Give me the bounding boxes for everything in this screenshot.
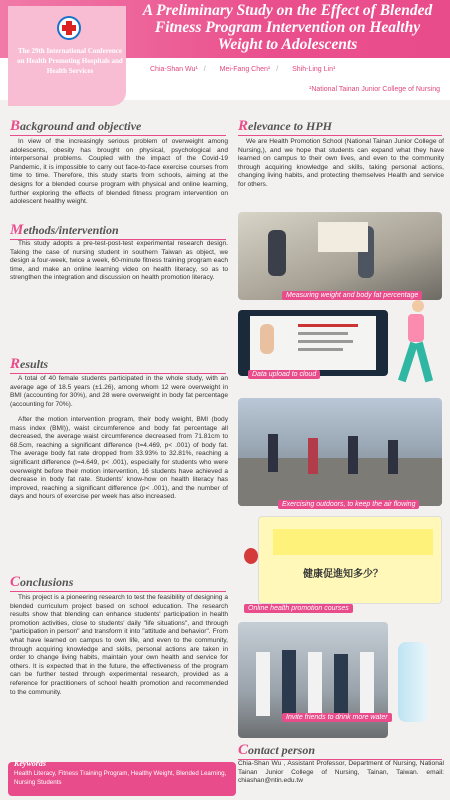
hph-logo-icon: [57, 16, 81, 40]
author-1: Chia-Shan Wu¹: [150, 66, 198, 73]
results-text-1: A total of 40 female students participated in the whole study, with an average age of 18.5 years (±1.26), among whom 12 were overweight in BMI (accounting for 30%), and 28 were overweight in body fat percentage (accounting for 70%).: [10, 375, 228, 408]
exercise-figure-icon: [398, 296, 442, 396]
author-list: Chia-Shan Wu¹ / Mei-Fang Chen¹ / Shih-Ling Lin¹: [150, 66, 336, 73]
apple-icon: [244, 548, 258, 564]
caption-outdoor: Exercising outdoors, to keep the air flowing: [278, 500, 419, 509]
photo-measuring: [238, 212, 442, 300]
affiliation: ¹National Tainan Junior College of Nursing: [308, 86, 440, 93]
caption-water: Invite friends to drink more water: [282, 713, 392, 722]
methods-heading: Methods/intervention: [10, 222, 226, 240]
keywords-text: Health Literacy, Fitness Training Program, Healthy Weight, Blended Learning, Nursing Students: [14, 770, 227, 786]
caption-data-upload: Data upload to cloud: [248, 370, 320, 379]
background-heading: Background and objective: [10, 118, 226, 136]
caption-online: Online health promotion courses: [244, 604, 353, 613]
water-bottle-icon: [398, 642, 428, 722]
photo-outdoor-exercise: [238, 398, 442, 506]
keywords-heading: Keywords: [14, 759, 46, 768]
results-text-2: After the motion intervention program, their body weight, BMI (body mass index (BMI)), waist circumference and body fat percentage all decreased, the average waist circumference decreased from 71.81cm to 68.5cm, reaching a significant difference (t=4.469, p< .001) of body fat. The average body fat rate dropped from 33.93% to 32.81%, reaching a significant difference (t=4.649, p< .001), especially for students who were overweight before their motion intervention, 16 students have achieved a decrease in body fat rate. Students' know-how on health literacy has improved, reaching a significant difference (p< .001), and the number of days and hours of exercise per week has also increased.: [10, 416, 228, 501]
photo-data-upload: [238, 310, 388, 376]
conference-badge: [8, 6, 126, 106]
caption-measuring: Measuring weight and body fat percentage: [282, 291, 422, 300]
methods-text: This study adopts a pre-test-post-test experimental research design. Taking the case of nursing student in southern Taiwan as object, we design a four-week, twice a week, 60-minute fitness training program each time, and make an online learning video on health literacy, so as to strengthen the integration and discussion on health promotion literacy.: [10, 240, 228, 282]
conclusions-text: This project is a pioneering research to test the feasibility of designing a blended curriculum project based on school education. The research results show that blending can enhance students' participation in health promotion activities, close to students' daily "life situations", and through "participation in person" and transform it into "attitude and behavior". From what have learned on campus to own life, and even to the community, through acquiring knowledge and skills, personal actions are taken in order to change living habits, maintain your own health and service for others. It is expected that in the future, the effectiveness of the program can be further tested through experimental research, provided as a reference for practitioners of school health promotion and recommended to the community.: [10, 594, 228, 696]
results-heading: Results: [10, 356, 226, 374]
photo-online-course: [258, 516, 442, 604]
contact-heading: Contact person: [238, 742, 442, 760]
course-screen-title: 健康促進知多少？: [303, 569, 383, 580]
conference-name: The 29th International Conference on Health Promoting Hospitals and Health Services: [17, 47, 123, 75]
author-3: Shih-Ling Lin¹: [292, 66, 336, 73]
contact-text: Chia-Shan Wu , Assistant Professor, Department of Nursing, National Tainan Junior College of Nursing, Tainan, Taiwan. email: chiashan@ntin.edu.tw: [238, 760, 444, 785]
relevance-text: We are Health Promotion School (National Tainan Junior College of Nursing,), and we hope that students can expand what they have learned on campus to their own lives, and even to the community through acquiring knowledge and skills, taking personal actions, changing living habits, and protecting themselves Health and service for others.: [238, 138, 444, 188]
relevance-heading: Relevance to HPH: [238, 118, 442, 136]
poster-title: A Preliminary Study on the Effect of Blended Fitness Program Intervention on Healthy Weight to Adolescents: [142, 2, 433, 53]
conclusions-heading: Conclusions: [10, 574, 226, 592]
background-text: In view of the increasingly serious problem of overweight among adolescents, obesity has brought on physical, psychological and interpersonal problems. Coupled with the impact of the Covid-19 Pandemic, it is impossible to carry out face-to-face exercise courses from time to time. Therefore, this study starts from schools, aiming at the designs for a blended course program with physical and online learning, further exploring the effects of blended fitness program intervention on adolescent healthy weight.: [10, 138, 228, 206]
author-2: Mei-Fang Chen¹: [219, 66, 271, 73]
